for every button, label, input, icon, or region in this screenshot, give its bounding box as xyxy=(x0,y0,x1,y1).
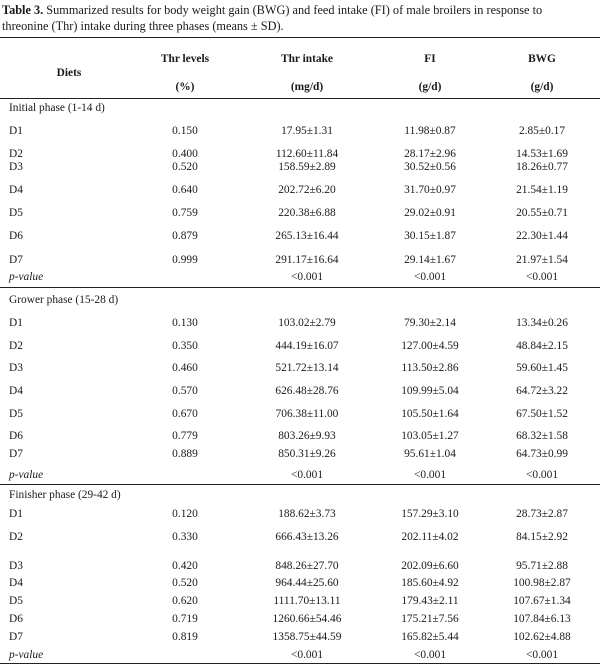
bwg-cell: 84.15±2.92 xyxy=(516,531,568,543)
bwg-cell: 21.54±1.19 xyxy=(516,184,568,196)
thr-intake-cell: 848.26±27.70 xyxy=(275,560,339,572)
thr-level-cell: 0.400 xyxy=(172,148,198,160)
p-value-label: p-value xyxy=(9,469,44,481)
table-row: D2 xyxy=(9,340,23,352)
fi-cell: 109.99±5.04 xyxy=(401,385,459,397)
bwg-cell: 18.26±0.77 xyxy=(516,161,568,173)
header-fi: FI xyxy=(424,53,436,65)
fi-cell: 29.02±0.91 xyxy=(404,207,456,219)
thr-intake-cell: 112.60±11.84 xyxy=(275,148,339,160)
p-value-fi: <0.001 xyxy=(413,271,447,283)
thr-intake-cell: 706.38±11.00 xyxy=(275,408,339,420)
caption-line-1 xyxy=(2,2,598,18)
caption-line-2: threonine (Thr) intake during three phases (means ± SD). xyxy=(2,19,284,33)
fi-cell: 175.21±7.56 xyxy=(401,613,459,625)
fi-cell: 28.17±2.96 xyxy=(404,148,456,160)
fi-cell: 95.61±1.04 xyxy=(404,448,456,460)
fi-cell: 202.11±4.02 xyxy=(401,531,459,543)
bwg-cell: 20.55±0.71 xyxy=(516,207,568,219)
thr-level-cell: 0.889 xyxy=(172,448,198,460)
bwg-cell: 68.32±1.58 xyxy=(516,430,568,442)
bwg-cell: 67.50±1.52 xyxy=(516,408,568,420)
bwg-cell: 107.67±1.34 xyxy=(513,595,571,607)
table-row: D7 xyxy=(9,631,23,643)
table-caption xyxy=(2,2,598,34)
p-value-intake: <0.001 xyxy=(290,649,324,661)
thr-level-cell: 0.120 xyxy=(172,508,198,520)
table-row: D6 xyxy=(9,613,23,625)
bwg-cell: 13.34±0.26 xyxy=(516,317,568,329)
header-bwg: BWG xyxy=(528,53,556,65)
bwg-cell: 59.60±1.45 xyxy=(516,362,568,374)
fi-cell: 103.05±1.27 xyxy=(401,430,459,442)
thr-intake-cell: 964.44±25.60 xyxy=(275,577,339,589)
thr-intake-cell: 521.72±13.14 xyxy=(275,362,339,374)
thr-level-cell: 0.999 xyxy=(172,254,198,266)
p-value-intake: <0.001 xyxy=(290,469,324,481)
thr-level-cell: 0.640 xyxy=(172,184,198,196)
table-row: D5 xyxy=(9,207,23,219)
thr-intake-cell: 291.17±16.64 xyxy=(275,254,339,266)
thr-level-cell: 0.719 xyxy=(172,613,198,625)
thr-intake-cell: 103.02±2.79 xyxy=(278,317,336,329)
thr-level-cell: 0.520 xyxy=(172,577,198,589)
table-row: D2 xyxy=(9,531,23,543)
caption-label: Table 3. xyxy=(2,3,44,17)
thr-level-cell: 0.570 xyxy=(172,385,198,397)
thr-level-cell: 0.350 xyxy=(172,340,198,352)
table-row: D6 xyxy=(9,230,23,242)
thr-intake-cell: 850.31±9.26 xyxy=(278,448,336,460)
fi-cell: 127.00±4.59 xyxy=(401,340,459,352)
header-rule xyxy=(0,98,600,99)
bwg-cell: 102.62±4.88 xyxy=(513,631,571,643)
table-row: D3 xyxy=(9,161,23,173)
thr-intake-cell: 158.59±2.89 xyxy=(278,161,336,173)
bwg-cell: 100.98±2.87 xyxy=(513,577,571,589)
table-row: D1 xyxy=(9,508,23,520)
bwg-cell: 22.30±1.44 xyxy=(516,230,568,242)
bwg-cell: 2.85±0.17 xyxy=(518,125,566,137)
thr-intake-cell: 444.19±16.07 xyxy=(275,340,339,352)
bwg-cell: 64.73±0.99 xyxy=(516,448,568,460)
fi-cell: 30.52±0.56 xyxy=(404,161,456,173)
table-row: D6 xyxy=(9,430,23,442)
header-thr-levels: Thr levels xyxy=(160,53,210,65)
bwg-cell: 107.84±6.13 xyxy=(513,613,571,625)
table-row: D3 xyxy=(9,362,23,374)
table-row: D5 xyxy=(9,595,23,607)
bottom-rule xyxy=(0,663,600,664)
thr-intake-cell: 17.95±1.31 xyxy=(281,125,333,137)
fi-cell: 113.50±2.86 xyxy=(401,362,459,374)
bwg-cell: 14.53±1.69 xyxy=(516,148,568,160)
fi-cell: 165.82±5.44 xyxy=(401,631,459,643)
phase-rule xyxy=(0,287,600,288)
p-value-bwg: <0.001 xyxy=(525,469,559,481)
bwg-cell: 28.73±2.87 xyxy=(516,508,568,520)
fi-cell: 11.98±0.87 xyxy=(404,125,456,137)
p-value-fi: <0.001 xyxy=(413,469,447,481)
header-diets: Diets xyxy=(56,67,82,79)
thr-level-cell: 0.460 xyxy=(172,362,198,374)
caption-text-1: Summarized results for body weight gain (BWG) and feed intake (FI) of male broilers in response to xyxy=(43,3,543,17)
fi-cell: 179.43±2.11 xyxy=(401,595,459,607)
thr-intake-cell: 666.43±13.26 xyxy=(275,531,339,543)
fi-cell: 30.15±1.87 xyxy=(404,230,456,242)
fi-cell: 185.60±4.92 xyxy=(401,577,459,589)
thr-intake-cell: 803.26±9.93 xyxy=(278,430,336,442)
header-thr-levels-unit: (%) xyxy=(175,81,195,93)
bwg-cell: 64.72±3.22 xyxy=(516,385,568,397)
p-value-label: p-value xyxy=(9,649,44,661)
thr-level-cell: 0.150 xyxy=(172,125,198,137)
table-row: D4 xyxy=(9,385,23,397)
table-row: D1 xyxy=(9,125,23,137)
thr-level-cell: 0.620 xyxy=(172,595,198,607)
table-row: D4 xyxy=(9,184,23,196)
p-value-intake: <0.001 xyxy=(290,271,324,283)
fi-cell: 105.50±1.64 xyxy=(401,408,459,420)
bwg-cell: 95.71±2.88 xyxy=(516,560,568,572)
fi-cell: 202.09±6.60 xyxy=(401,560,459,572)
phase-rule xyxy=(0,484,600,485)
bwg-cell: 21.97±1.54 xyxy=(516,254,568,266)
table-row: D7 xyxy=(9,254,23,266)
table-row: D4 xyxy=(9,577,23,589)
thr-intake-cell: 626.48±28.76 xyxy=(275,385,339,397)
header-thr-intake-unit: (mg/d) xyxy=(290,81,324,93)
bwg-cell: 48.84±2.15 xyxy=(516,340,568,352)
thr-level-cell: 0.819 xyxy=(172,631,198,643)
thr-intake-cell: 202.72±6.20 xyxy=(278,184,336,196)
p-value-fi: <0.001 xyxy=(413,649,447,661)
table-row: D3 xyxy=(9,560,23,572)
thr-level-cell: 0.779 xyxy=(172,430,198,442)
phase-title: Grower phase (15-28 d) xyxy=(9,294,119,306)
thr-level-cell: 0.879 xyxy=(172,230,198,242)
header-fi-unit: (g/d) xyxy=(418,81,442,93)
phase-title: Finisher phase (29-42 d) xyxy=(9,489,121,501)
fi-cell: 29.14±1.67 xyxy=(404,254,456,266)
header-bwg-unit: (g/d) xyxy=(530,81,554,93)
thr-level-cell: 0.670 xyxy=(172,408,198,420)
fi-cell: 157.29±3.10 xyxy=(401,508,459,520)
thr-level-cell: 0.420 xyxy=(172,560,198,572)
table-row: D2 xyxy=(9,148,23,160)
thr-level-cell: 0.330 xyxy=(172,531,198,543)
top-rule xyxy=(0,37,600,38)
fi-cell: 79.30±2.14 xyxy=(404,317,456,329)
table-row: D7 xyxy=(9,448,23,460)
fi-cell: 31.70±0.97 xyxy=(404,184,456,196)
thr-level-cell: 0.130 xyxy=(172,317,198,329)
p-value-label: p-value xyxy=(9,271,44,283)
p-value-bwg: <0.001 xyxy=(525,649,559,661)
table-row: D5 xyxy=(9,408,23,420)
thr-level-cell: 0.520 xyxy=(172,161,198,173)
thr-intake-cell: 1111.70±13.11 xyxy=(273,595,341,607)
phase-title: Initial phase (1-14 d) xyxy=(9,102,105,114)
thr-intake-cell: 220.38±6.88 xyxy=(278,207,336,219)
thr-intake-cell: 1358.75±44.59 xyxy=(272,631,342,643)
thr-intake-cell: 1260.66±54.46 xyxy=(272,613,342,625)
table-row: D1 xyxy=(9,317,23,329)
thr-intake-cell: 188.62±3.73 xyxy=(278,508,336,520)
p-value-bwg: <0.001 xyxy=(525,271,559,283)
thr-level-cell: 0.759 xyxy=(172,207,198,219)
header-thr-intake: Thr intake xyxy=(280,53,333,65)
thr-intake-cell: 265.13±16.44 xyxy=(275,230,339,242)
